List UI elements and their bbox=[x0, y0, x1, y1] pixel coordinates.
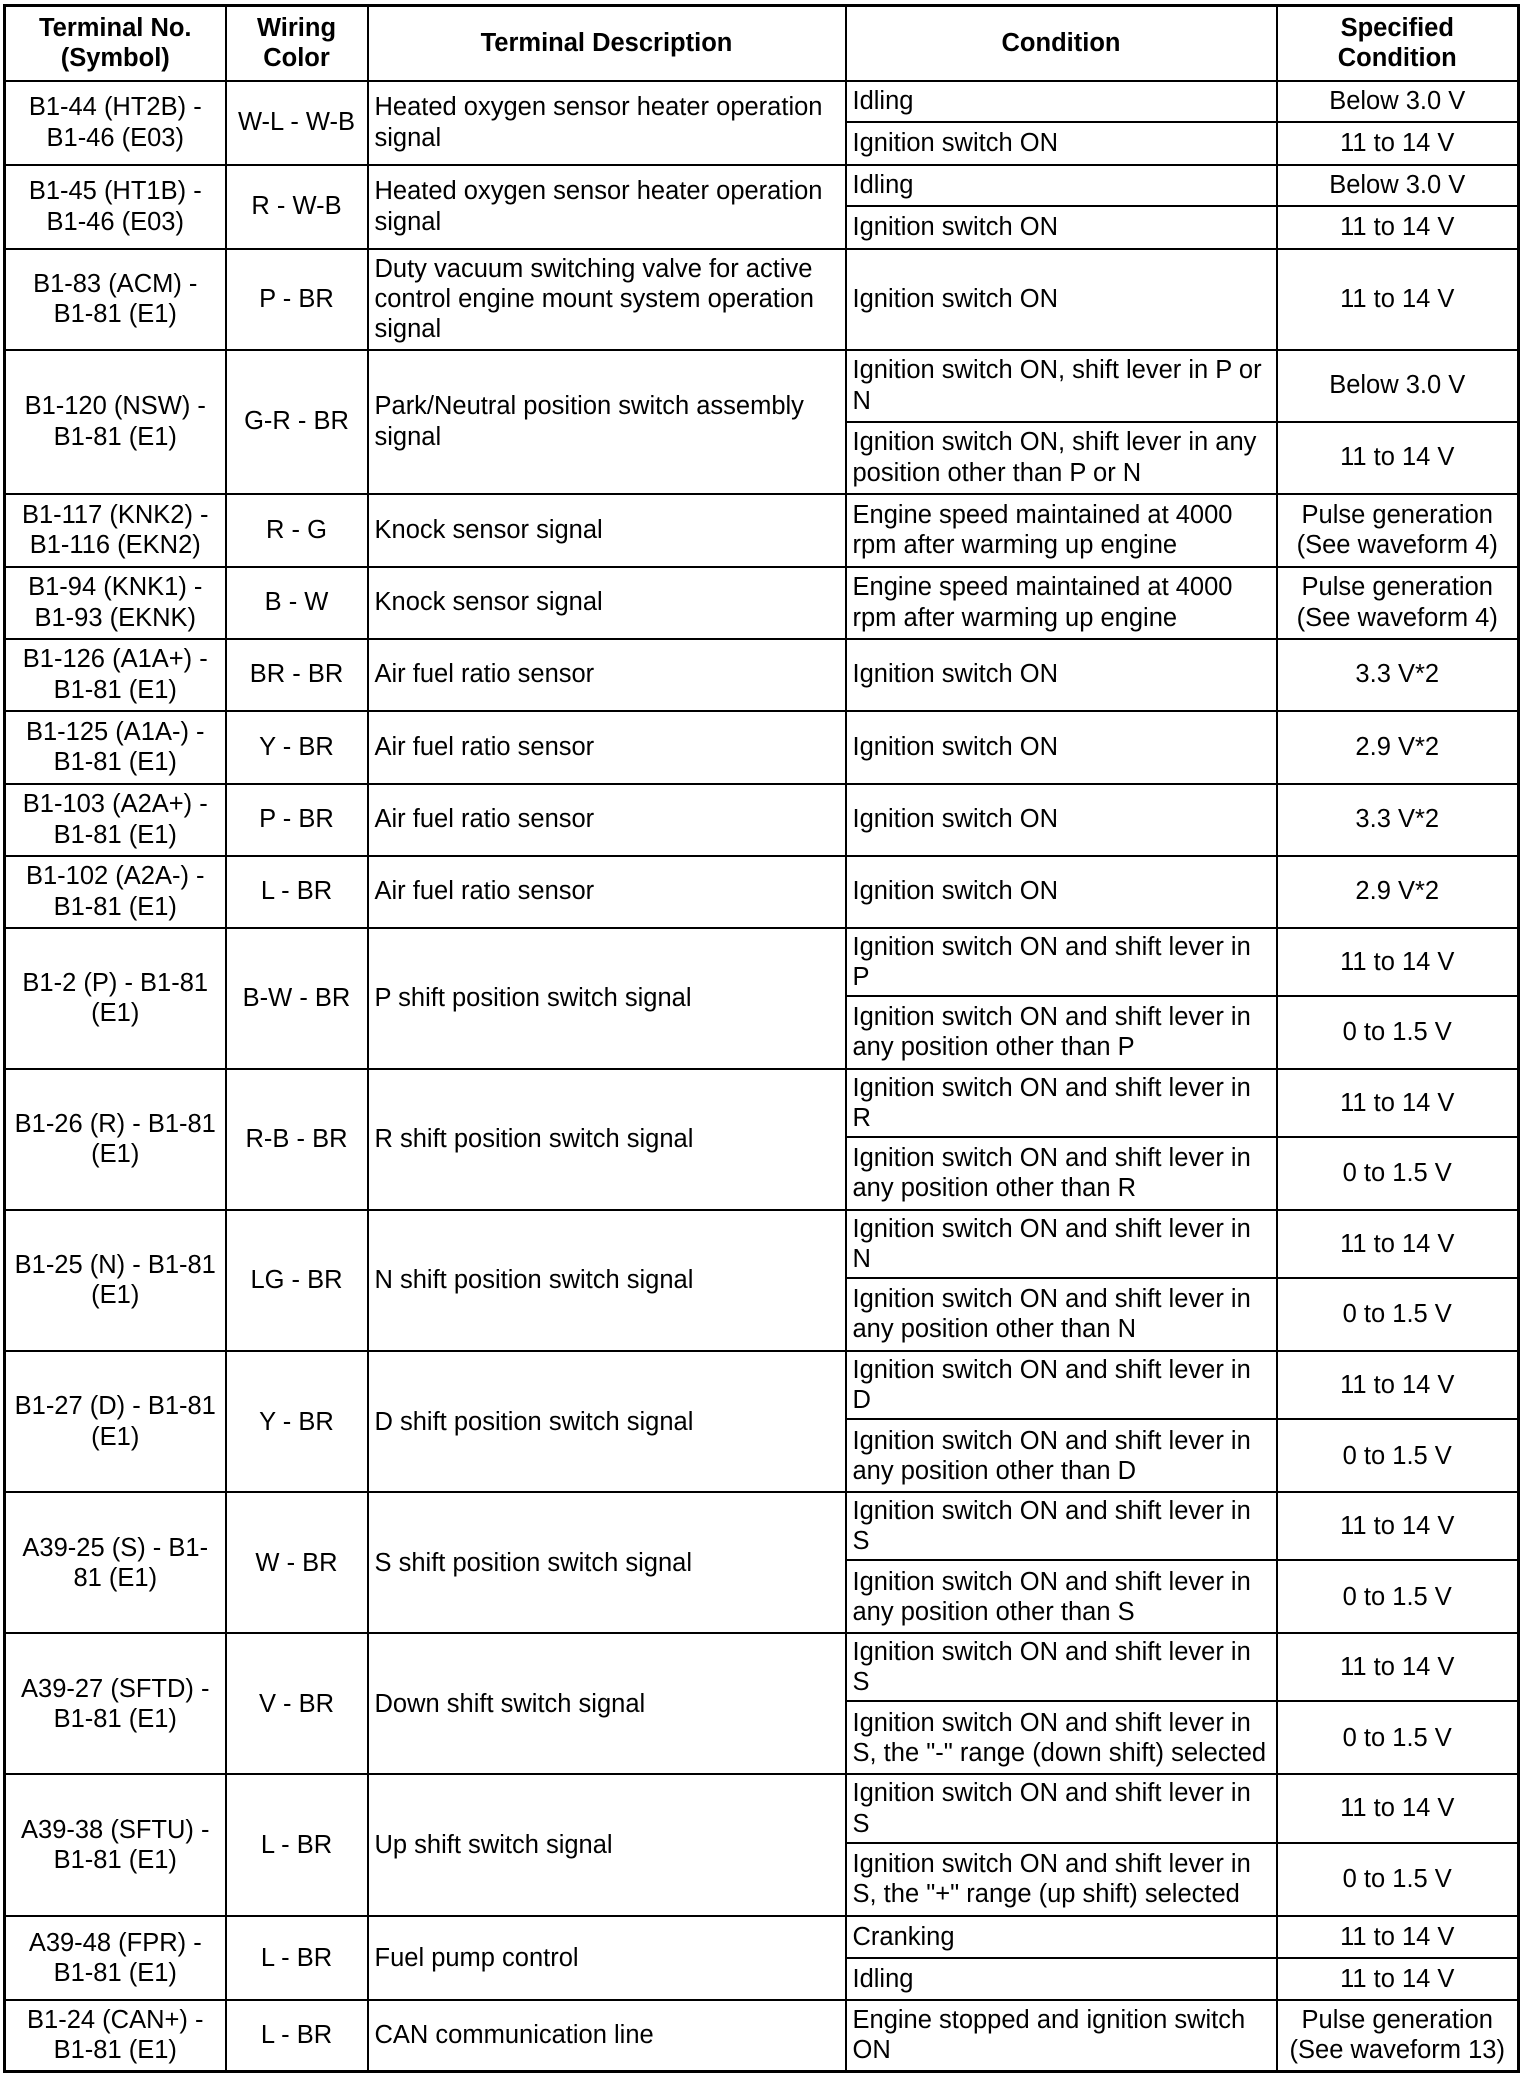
table-row bbox=[5, 567, 1519, 639]
terminal-cell: B1-117 (KNK2) - B1-116 (EKN2) bbox=[5, 494, 226, 567]
condition-cell: Ignition switch ON and shift lever in S, the "+" range (up shift) selected bbox=[846, 1843, 1277, 1916]
wiring-color-cell: R - W-B bbox=[226, 165, 368, 249]
wiring-color-cell: L - BR bbox=[226, 1774, 368, 1915]
condition-cell: Ignition switch ON and shift lever in D bbox=[846, 1351, 1277, 1419]
condition-cell: Idling bbox=[846, 165, 1277, 206]
condition-cell: Ignition switch ON and shift lever in any position other than S bbox=[846, 1560, 1277, 1633]
terminal-description-cell: Heated oxygen sensor heater operation signal bbox=[368, 165, 846, 249]
terminal-cell: A39-38 (SFTU) - B1-81 (E1) bbox=[5, 1774, 226, 1915]
terminal-description-cell: P shift position switch signal bbox=[368, 928, 846, 1069]
condition-cell: Ignition switch ON bbox=[846, 206, 1277, 249]
specified-condition-cell: 11 to 14 V bbox=[1277, 1774, 1519, 1842]
terminal-cell: B1-103 (A2A+) - B1-81 (E1) bbox=[5, 784, 226, 856]
specified-condition-cell: 0 to 1.5 V bbox=[1277, 1419, 1519, 1492]
condition-cell: Ignition switch ON and shift lever in R bbox=[846, 1069, 1277, 1137]
wiring-color-cell: L - BR bbox=[226, 2000, 368, 2072]
wiring-color-cell: W-L - W-B bbox=[226, 81, 368, 165]
specified-condition-cell: 11 to 14 V bbox=[1277, 249, 1519, 350]
condition-cell: Ignition switch ON bbox=[846, 249, 1277, 350]
specified-condition-cell: 3.3 V*2 bbox=[1277, 784, 1519, 856]
header-terminal-description: Terminal Description bbox=[368, 6, 846, 81]
terminal-cell: B1-120 (NSW) - B1-81 (E1) bbox=[5, 350, 226, 494]
condition-cell: Idling bbox=[846, 81, 1277, 122]
terminal-description-cell: Air fuel ratio sensor bbox=[368, 639, 846, 711]
specified-condition-cell: Below 3.0 V bbox=[1277, 81, 1519, 122]
table-row bbox=[5, 856, 1519, 928]
table-row bbox=[5, 1069, 1519, 1137]
table-row bbox=[5, 928, 1519, 996]
terminal-cell: B1-44 (HT2B) - B1-46 (E03) bbox=[5, 81, 226, 165]
terminal-description-cell: Air fuel ratio sensor bbox=[368, 784, 846, 856]
table-row bbox=[5, 1633, 1519, 1701]
terminal-description-cell: N shift position switch signal bbox=[368, 1210, 846, 1351]
terminal-description-cell: Air fuel ratio sensor bbox=[368, 711, 846, 784]
condition-cell: Ignition switch ON and shift lever in any position other than R bbox=[846, 1137, 1277, 1210]
condition-cell: Ignition switch ON and shift lever in S bbox=[846, 1492, 1277, 1560]
specified-condition-cell: 0 to 1.5 V bbox=[1277, 1137, 1519, 1210]
terminal-cell: B1-2 (P) - B1-81 (E1) bbox=[5, 928, 226, 1069]
terminal-cell: B1-25 (N) - B1-81 (E1) bbox=[5, 1210, 226, 1351]
condition-cell: Engine stopped and ignition switch ON bbox=[846, 2000, 1277, 2072]
table-row bbox=[5, 639, 1519, 711]
specified-condition-cell: 2.9 V*2 bbox=[1277, 711, 1519, 784]
wiring-color-cell: L - BR bbox=[226, 856, 368, 928]
condition-cell: Idling bbox=[846, 1958, 1277, 2000]
terminal-description-cell: Heated oxygen sensor heater operation signal bbox=[368, 81, 846, 165]
terminal-cell: B1-126 (A1A+) - B1-81 (E1) bbox=[5, 639, 226, 711]
condition-cell: Ignition switch ON bbox=[846, 639, 1277, 711]
specified-condition-cell: Below 3.0 V bbox=[1277, 165, 1519, 206]
header-row bbox=[5, 6, 1519, 81]
specified-condition-cell: Pulse generation (See waveform 13) bbox=[1277, 2000, 1519, 2072]
terminal-description-cell: Park/Neutral position switch assembly signal bbox=[368, 350, 846, 494]
specified-condition-cell: 11 to 14 V bbox=[1277, 928, 1519, 996]
terminal-description-cell: R shift position switch signal bbox=[368, 1069, 846, 1210]
wiring-color-cell: BR - BR bbox=[226, 639, 368, 711]
condition-cell: Ignition switch ON and shift lever in S, the "-" range (down shift) selected bbox=[846, 1701, 1277, 1774]
table-row bbox=[5, 350, 1519, 422]
header-terminal: Terminal No. (Symbol) bbox=[5, 6, 226, 81]
specified-condition-cell: Below 3.0 V bbox=[1277, 350, 1519, 422]
table-row bbox=[5, 81, 1519, 122]
condition-cell: Ignition switch ON, shift lever in P or N bbox=[846, 350, 1277, 422]
terminal-description-cell: D shift position switch signal bbox=[368, 1351, 846, 1492]
specified-condition-cell: 11 to 14 V bbox=[1277, 1210, 1519, 1278]
table-row bbox=[5, 1916, 1519, 1958]
specified-condition-cell: 11 to 14 V bbox=[1277, 1069, 1519, 1137]
table-row bbox=[5, 711, 1519, 784]
terminal-description-cell: S shift position switch signal bbox=[368, 1492, 846, 1633]
specified-condition-cell: 11 to 14 V bbox=[1277, 1633, 1519, 1701]
terminal-cell: B1-45 (HT1B) - B1-46 (E03) bbox=[5, 165, 226, 249]
table-row bbox=[5, 249, 1519, 350]
table-row bbox=[5, 2000, 1519, 2072]
terminal-cell: B1-83 (ACM) - B1-81 (E1) bbox=[5, 249, 226, 350]
header-wiring-color: Wiring Color bbox=[226, 6, 368, 81]
condition-cell: Ignition switch ON, shift lever in any position other than P or N bbox=[846, 422, 1277, 494]
specified-condition-cell: 0 to 1.5 V bbox=[1277, 1560, 1519, 1633]
specified-condition-cell: 0 to 1.5 V bbox=[1277, 1278, 1519, 1351]
terminal-cell: B1-125 (A1A-) - B1-81 (E1) bbox=[5, 711, 226, 784]
specified-condition-cell: 11 to 14 V bbox=[1277, 1958, 1519, 2000]
specified-condition-cell: 2.9 V*2 bbox=[1277, 856, 1519, 928]
specified-condition-cell: 11 to 14 V bbox=[1277, 422, 1519, 494]
condition-cell: Ignition switch ON and shift lever in any position other than P bbox=[846, 996, 1277, 1069]
condition-cell: Engine speed maintained at 4000 rpm after warming up engine bbox=[846, 494, 1277, 567]
specified-condition-cell: Pulse generation (See waveform 4) bbox=[1277, 494, 1519, 567]
wiring-color-cell: R-B - BR bbox=[226, 1069, 368, 1210]
terminal-description-cell: Down shift switch signal bbox=[368, 1633, 846, 1774]
condition-cell: Ignition switch ON bbox=[846, 784, 1277, 856]
wiring-color-cell: L - BR bbox=[226, 1916, 368, 2000]
specified-condition-cell: 11 to 14 V bbox=[1277, 206, 1519, 249]
terminal-table-container bbox=[3, 4, 1517, 2065]
specified-condition-cell: 11 to 14 V bbox=[1277, 122, 1519, 165]
specified-condition-cell: 11 to 14 V bbox=[1277, 1916, 1519, 1958]
table-row bbox=[5, 1492, 1519, 1560]
wiring-color-cell: W - BR bbox=[226, 1492, 368, 1633]
terminal-description-cell: Air fuel ratio sensor bbox=[368, 856, 846, 928]
table-row bbox=[5, 1774, 1519, 1842]
terminal-cell: B1-94 (KNK1) - B1-93 (EKNK) bbox=[5, 567, 226, 639]
condition-cell: Ignition switch ON and shift lever in P bbox=[846, 928, 1277, 996]
table-row bbox=[5, 1210, 1519, 1278]
specified-condition-cell: 0 to 1.5 V bbox=[1277, 996, 1519, 1069]
table-row bbox=[5, 494, 1519, 567]
terminal-cell: B1-27 (D) - B1-81 (E1) bbox=[5, 1351, 226, 1492]
terminal-cell: B1-24 (CAN+) - B1-81 (E1) bbox=[5, 2000, 226, 2072]
wiring-color-cell: P - BR bbox=[226, 784, 368, 856]
condition-cell: Cranking bbox=[846, 1916, 1277, 1958]
header-specified-condition: Specified Condition bbox=[1277, 6, 1519, 81]
condition-cell: Ignition switch ON and shift lever in S bbox=[846, 1633, 1277, 1701]
condition-cell: Ignition switch ON bbox=[846, 856, 1277, 928]
specified-condition-cell: 11 to 14 V bbox=[1277, 1492, 1519, 1560]
table-body bbox=[5, 81, 1519, 2072]
terminal-cell: A39-27 (SFTD) - B1-81 (E1) bbox=[5, 1633, 226, 1774]
condition-cell: Ignition switch ON and shift lever in S bbox=[846, 1774, 1277, 1842]
terminal-description-cell: Fuel pump control bbox=[368, 1916, 846, 2000]
condition-cell: Ignition switch ON bbox=[846, 711, 1277, 784]
wiring-color-cell: R - G bbox=[226, 494, 368, 567]
condition-cell: Ignition switch ON and shift lever in any position other than N bbox=[846, 1278, 1277, 1351]
specified-condition-cell: 3.3 V*2 bbox=[1277, 639, 1519, 711]
wiring-color-cell: LG - BR bbox=[226, 1210, 368, 1351]
specified-condition-cell: 11 to 14 V bbox=[1277, 1351, 1519, 1419]
wiring-color-cell: Y - BR bbox=[226, 1351, 368, 1492]
terminal-cell: A39-48 (FPR) - B1-81 (E1) bbox=[5, 1916, 226, 2000]
condition-cell: Ignition switch ON bbox=[846, 122, 1277, 165]
wiring-color-cell: B - W bbox=[226, 567, 368, 639]
specified-condition-cell: 0 to 1.5 V bbox=[1277, 1701, 1519, 1774]
terminal-cell: B1-26 (R) - B1-81 (E1) bbox=[5, 1069, 226, 1210]
terminal-description-cell: Knock sensor signal bbox=[368, 567, 846, 639]
table-row bbox=[5, 784, 1519, 856]
table-row bbox=[5, 165, 1519, 206]
terminal-description-cell: CAN communication line bbox=[368, 2000, 846, 2072]
condition-cell: Ignition switch ON and shift lever in N bbox=[846, 1210, 1277, 1278]
specified-condition-cell: 0 to 1.5 V bbox=[1277, 1843, 1519, 1916]
terminal-cell: B1-102 (A2A-) - B1-81 (E1) bbox=[5, 856, 226, 928]
terminal-description-cell: Up shift switch signal bbox=[368, 1774, 846, 1915]
terminal-table bbox=[3, 4, 1520, 2073]
wiring-color-cell: G-R - BR bbox=[226, 350, 368, 494]
wiring-color-cell: V - BR bbox=[226, 1633, 368, 1774]
wiring-color-cell: P - BR bbox=[226, 249, 368, 350]
table-row bbox=[5, 1351, 1519, 1419]
specified-condition-cell: Pulse generation (See waveform 4) bbox=[1277, 567, 1519, 639]
wiring-color-cell: B-W - BR bbox=[226, 928, 368, 1069]
wiring-color-cell: Y - BR bbox=[226, 711, 368, 784]
header-condition: Condition bbox=[846, 6, 1277, 81]
terminal-description-cell: Duty vacuum switching valve for active control engine mount system operation signal bbox=[368, 249, 846, 350]
terminal-cell: A39-25 (S) - B1-81 (E1) bbox=[5, 1492, 226, 1633]
condition-cell: Ignition switch ON and shift lever in any position other than D bbox=[846, 1419, 1277, 1492]
terminal-description-cell: Knock sensor signal bbox=[368, 494, 846, 567]
condition-cell: Engine speed maintained at 4000 rpm after warming up engine bbox=[846, 567, 1277, 639]
